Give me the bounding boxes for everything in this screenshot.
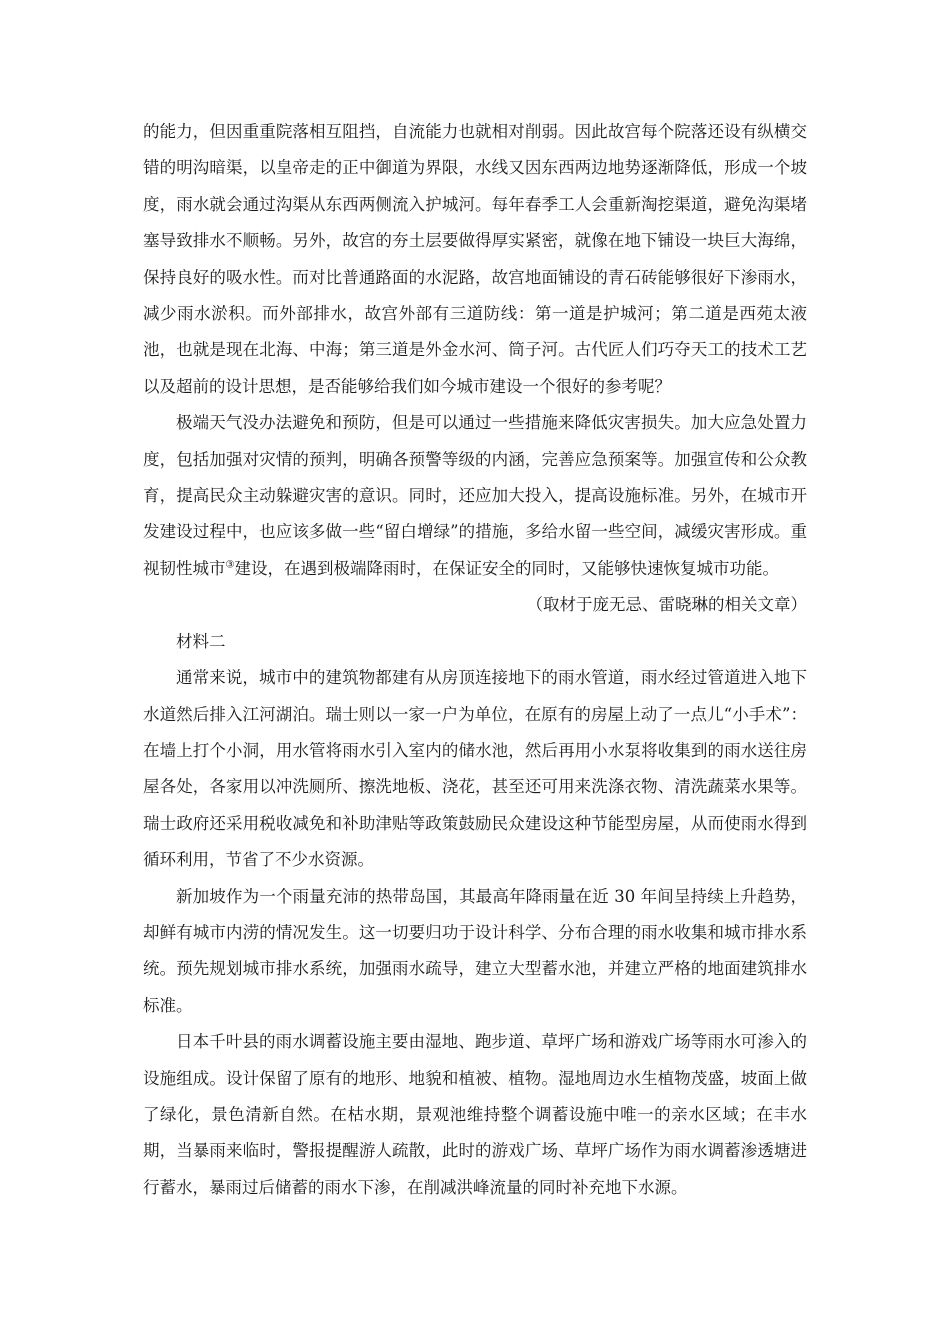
paragraph-palace-drainage: 的能力，但因重重院落相互阻挡，自流能力也就相对削弱。因此故宫每个院落还设有纵横交错的明沟暗渠，以皇帝走的正中御道为界限，水线又因东西两边地势逐渐降低，形成一个坡度，雨水就会通过沟渠从东西两侧流入护城河。每年春季工人会重新淘挖渠道，避免沟渠堵塞导致排水不顺畅。另外，故宫的夯土层要做得厚实紧密，就像在地下铺设一块巨大海绵，保持良好的吸水性。而对比普通路面的水泥路，故宫地面铺设的青石砖能够很好下渗雨水，减少雨水淤积。而外部排水，故宫外部有三道防线：第一道是护城河；第二道是西苑太液池，也就是现在北海、中海；第三道是外金水河、筒子河。古代匠人们巧夺天工的技术工艺以及超前的设计思想，是否能够给我们如今城市建设一个很好的参考呢？ (143, 122, 807, 396)
paragraph-chiba-japan: 日本千叶县的雨水调蓄设施主要由湿地、跑步道、草坪广场和游戏广场等雨水可渗入的设施组成。设计保留了原有的地形、地貌和植被、植物。湿地周边水生植物茂盛，坡面上做了绿化，景色清新自然。在枯水期，景观池维持整个调蓄设施中唯一的亲水区域；在丰水期，当暴雨来临时，警报提醒游人疏散，此时的游戏广场、草坪广场作为雨水调蓄渗透塘进行蓄水，暴雨过后储蓄的雨水下渗，在削减洪峰流量的同时补充地下水源。 (143, 1032, 807, 1197)
paragraph-extreme-weather (143, 405, 807, 587)
paragraph-extreme-weather-text: 极端天气没办法避免和预防，但是可以通过一些措施来降低灾害损失。加大应急处置力度，包括加强对灾情的预判，明确各预警等级的内涵，完善应急预案等。加强宣传和公众教育，提高民众主动躲避灾害的意识。同时，还应加大投入，提高设施标准。另外，在城市开发建设过程中，也应该多做一些“留白增绿”的措施，多给水留一些空间，减缓灾害形成。重视韧性城市 (143, 413, 807, 578)
footnote-marker: ③ (225, 559, 235, 571)
paragraph-extreme-weather-text-end: 建设，在遇到极端降雨时，在保证安全的同时，又能够快速恢复城市功能。 (234, 558, 779, 578)
paragraph-switzerland: 通常来说，城市中的建筑物都建有从房顶连接地下的雨水管道，雨水经过管道进入地下水道然后排入江河湖泊。瑞士则以一家一户为单位，在原有的房屋上动了一点儿“小手术”：在墙上打个小洞，用水管将雨水引入室内的储水池，然后再用小水泵将收集到的雨水送往房屋各处，各家用以冲洗厕所、擦洗地板、浇花，甚至还可用来洗涤衣物、清洗蔬菜水果等。瑞士政府还采用税收减免和补助津贴等政策鼓励民众建设这种节能型房屋，从而使雨水得到循环利用，节省了不少水资源。 (143, 668, 807, 870)
document-body (143, 114, 807, 1206)
paragraph-singapore: 新加坡作为一个雨量充沛的热带岛国，其最高年降雨量在近 30 年间呈持续上升趋势，却鲜有城市内涝的情况发生。这一切要归功于设计科学、分布合理的雨水收集和城市排水系统。预先规划城市排水系统，加强雨水疏导，建立大型蓄水池，并建立严格的地面建筑排水标准。 (143, 886, 807, 1015)
section-heading-material-two: 材料二 (176, 631, 226, 651)
source-citation: （取材于庞无忌、雷晓琳的相关文章） (526, 595, 807, 615)
